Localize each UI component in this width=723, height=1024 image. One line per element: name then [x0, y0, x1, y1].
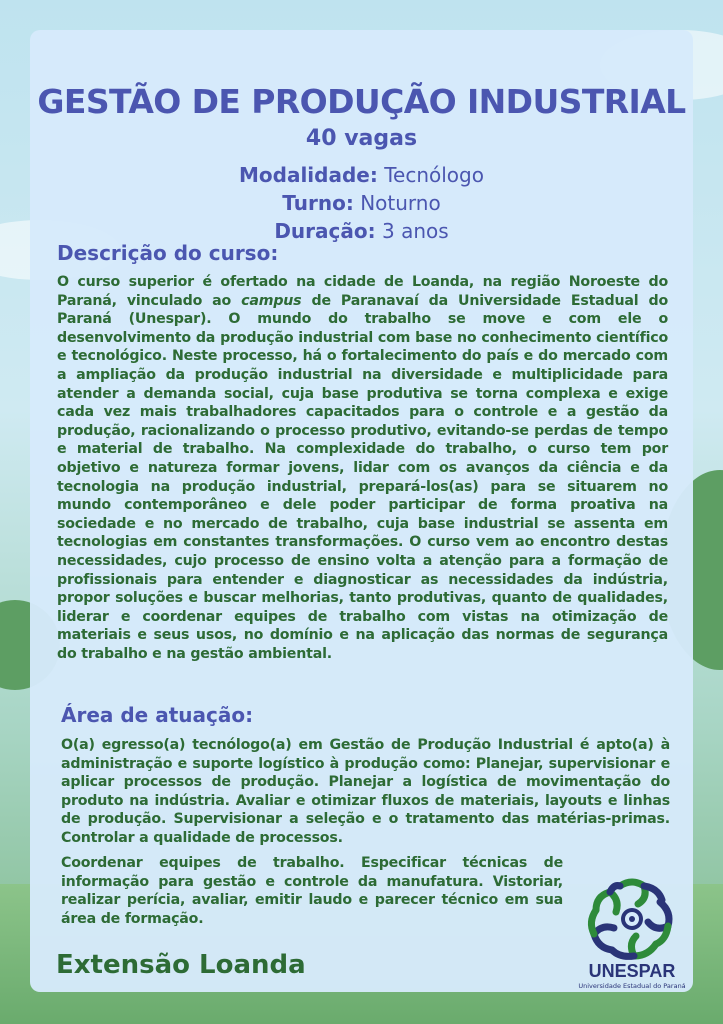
- modality-value: Tecnólogo: [384, 163, 484, 187]
- unespar-emblem-icon: [582, 876, 682, 961]
- area-paragraph-1: O(a) egresso(a) tecnólogo(a) em Gestão de Produção Industrial é apto(a) à administração e suporte logístico à produção como: Planejar, supervisionar e aplicar processos de produção. Planejar a logística de movimentação do produto na indústria. Avaliar e otimizar fluxos de materiais, layouts e linhas de produção. Supervisionar a seleção e o tratamento das matérias-primas. Controlar a qualidade de processos.: [61, 737, 670, 846]
- campus-word: campus: [241, 292, 302, 309]
- shift-line: [30, 191, 693, 215]
- area-paragraph-2: Coordenar equipes de trabalho. Especificar técnicas de informação para gestão e controle da manufatura. Vistoriar, realizar perícia, avaliar, emitir laudo e parecer técnico em sua área de formação.: [61, 855, 563, 927]
- description-text: [57, 273, 668, 663]
- shift-label: Turno:: [282, 191, 354, 215]
- description-text-part1: O curso superior é ofertado na cidade de Loanda, na região Noroeste do Paraná, vinculado ao: [57, 274, 668, 309]
- duration-label: Duração:: [274, 219, 376, 243]
- modality-label: Modalidade:: [239, 163, 378, 187]
- campus-extension-label: Extensão Loanda: [56, 950, 306, 980]
- vacancies-count: 40 vagas: [305, 126, 418, 151]
- course-title: GESTÃO DE PRODUÇÃO INDUSTRIAL: [37, 82, 686, 121]
- unespar-logo: [578, 876, 686, 991]
- duration-value: 3 anos: [381, 219, 449, 243]
- duration-line: [30, 219, 693, 243]
- modality-line: [30, 163, 693, 187]
- content-card: [30, 30, 693, 992]
- description-text-part2: de Paranavaí da Universidade Estadual do Paraná (Unespar). O mundo do trabalho se move e com ele o desenvolvimento da produção industrial com base no conhecimento científico e tecnológico. Neste processo, há o fortalecimento do país e do mercado com a ampliação da produção industrial na diversidade e multiplicidade para atender a demanda social, cuja base produtiva se torna complexa e exige cada vez mais trabalhadores capacitados para o controle e a gestão da produção, racionalizando o processo produtivo, evitando-se perdas de tempo e material de trabalho. Na complexidade do trabalho, o curso tem por objetivo e natureza formar jovens, lidar com os avanços da ciência e da tecnologia na produção industrial, prepará-los(as) para se situarem no mundo contemporâneo e dele poder participar de forma proativa na sociedade e no mercado de trabalho, cuja base industrial se assenta em tecnologias em constantes transformações. O curso vem ao encontro destas necessidades, cujo processo de ensino volta a atenção para a formação de profissionais para entender e diagnosticar as necessidades da indústria, propor soluções e buscar melhorias, tanto produtivas, quanto de qualidades, liderar e coordenar equipes de trabalho com vistas na otimização de materiais e seus usos, no domínio e na aplicação das normas de segurança do trabalho e na gestão ambiental.: [57, 292, 668, 662]
- logo-subtitle: Universidade Estadual do Paraná: [578, 982, 686, 990]
- area-heading: Área de atuação:: [61, 703, 254, 727]
- description-heading: Descrição do curso:: [57, 241, 279, 265]
- shift-value: Noturno: [360, 191, 441, 215]
- logo-name: UNESPAR: [588, 961, 676, 981]
